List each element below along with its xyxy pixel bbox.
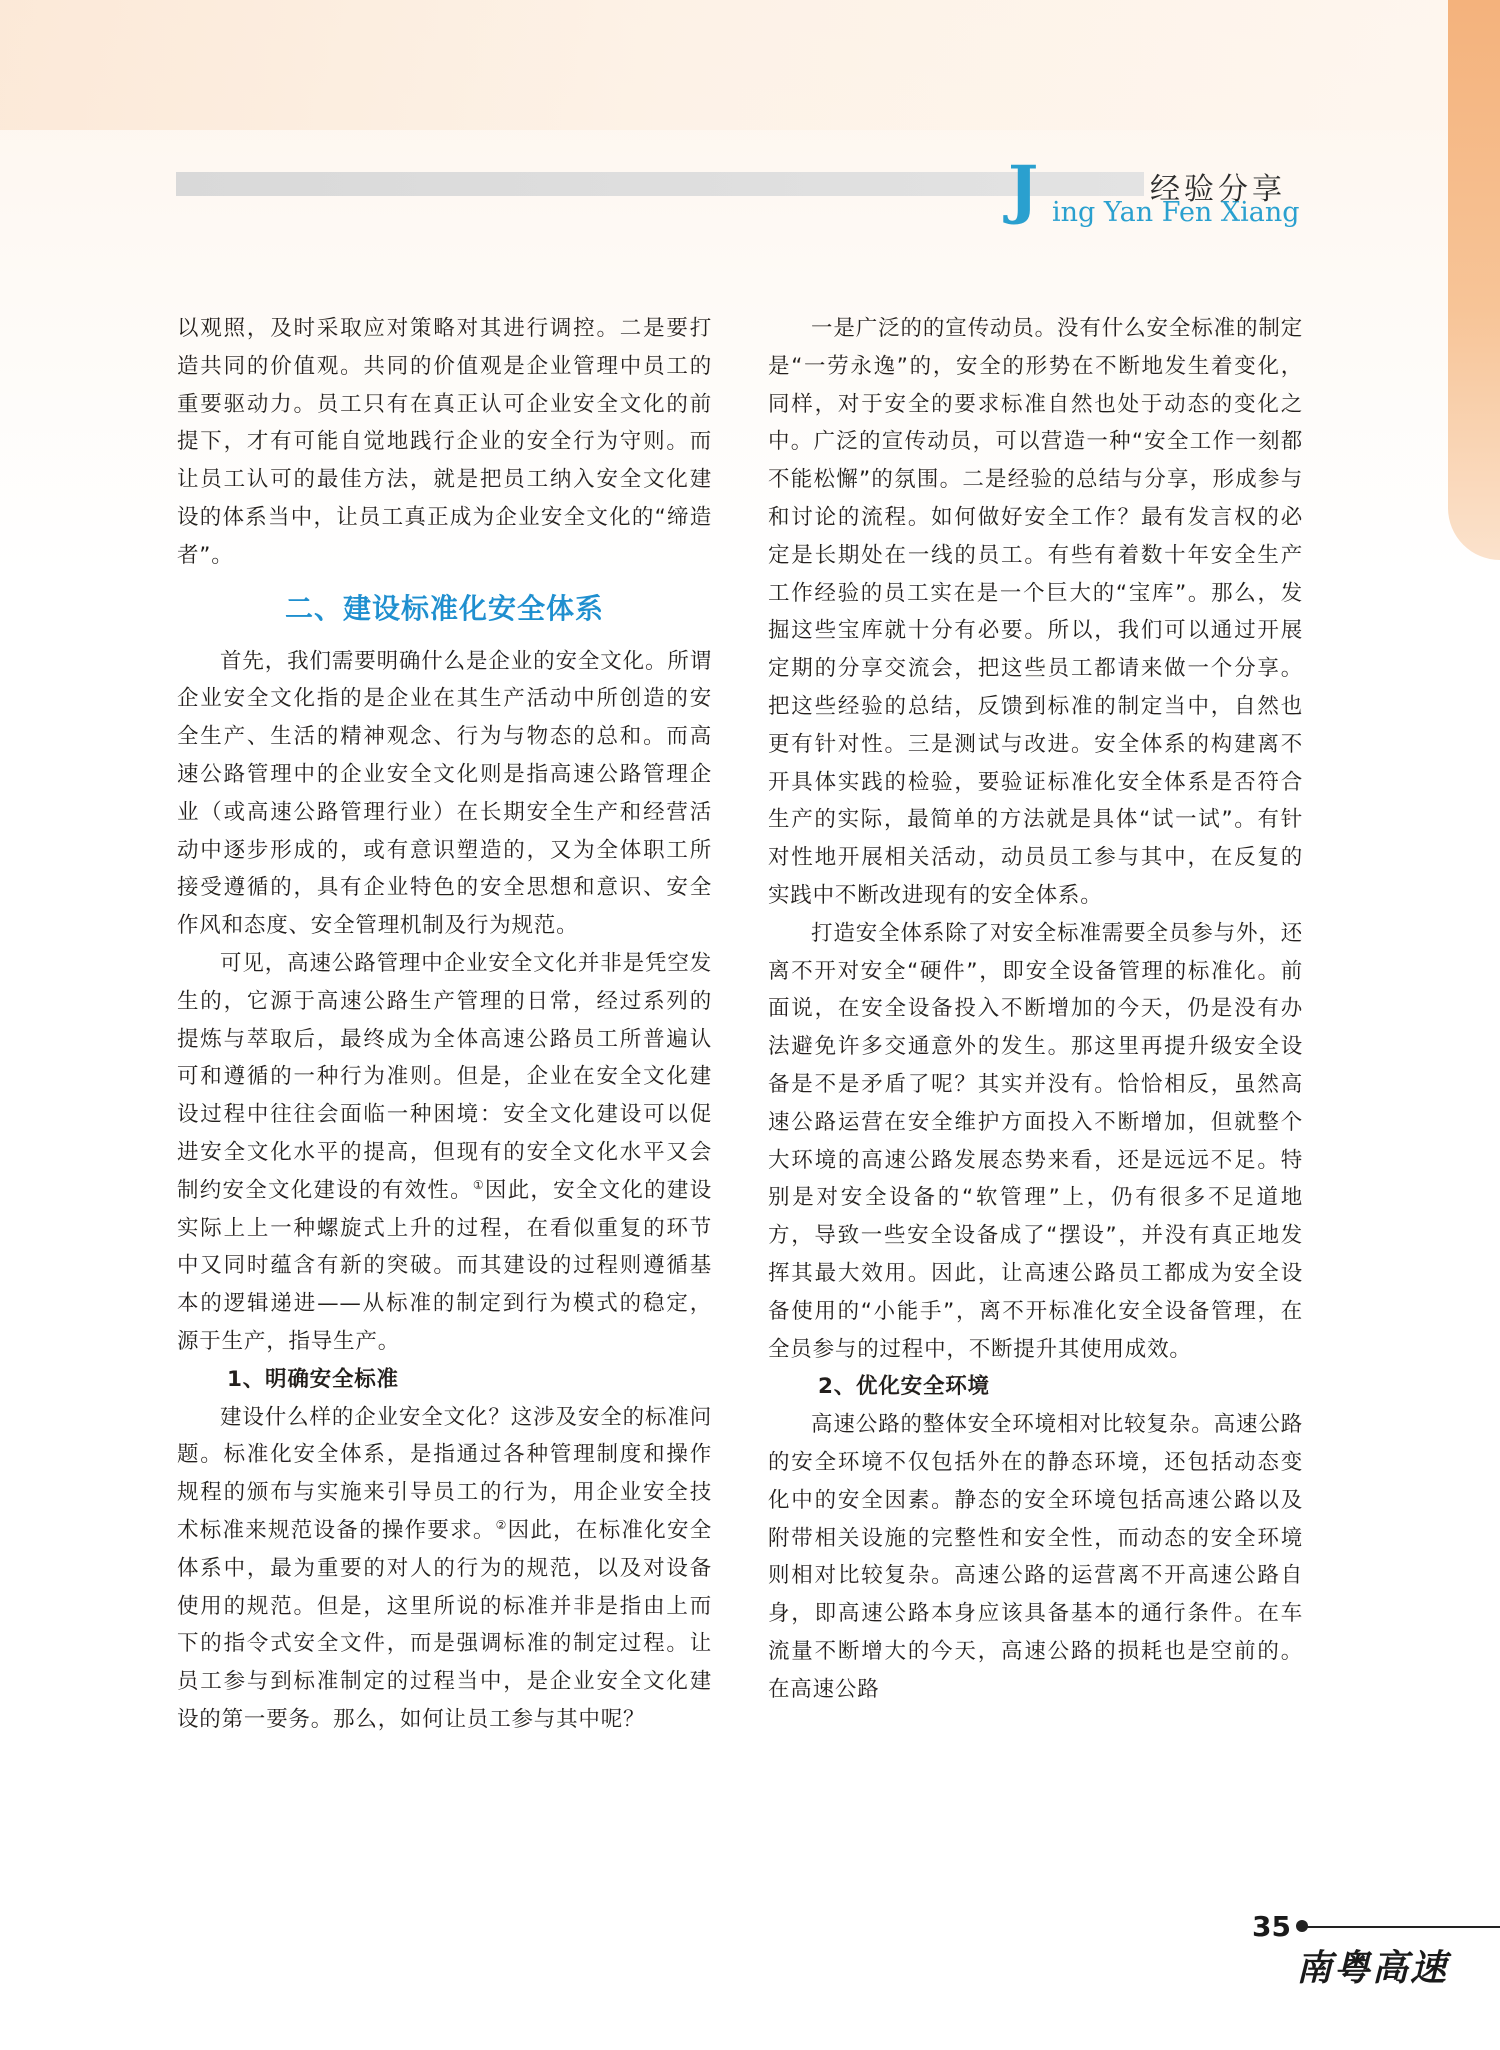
page-number: 35 [1252,1910,1291,1943]
paragraph [177,1399,712,1739]
paragraph: 打造安全体系除了对安全标准需要全员参与外，还离不开对安全“硬件”，即安全设备管理的标准化。前面说，在安全设备投入不断增加的今天，仍是没有办法避免许多交通意外的发生。那这里再提升级安全设备是不是矛盾了呢？其实并没有。恰恰相反，虽然高速公路运营在安全维护方面投入不断增加，但就整个大环境的高速公路发展态势来看，还是远远不足。特别是对安全设备的“软管理”上，仍有很多不足道地方，导致一些安全设备成了“摆设”，并没有真正地发挥其最大效用。因此，让高速公路员工都成为安全设备使用的“小能手”，离不开标准化安全设备管理，在全员参与的过程中，不断提升其使用成效。 [768,920,1303,1362]
magazine-logo: 南粤高速 [1296,1947,1449,1989]
paragraph-text: 因此，安全文化的建设实际上上一种螺旋式上升的过程，在看似重复的环节中又同时蕴含有新的突破。而其建设的过程则遵循基本的逻辑递进——从标准的制定到行为模式的稳定，源于生产，指导生产。 [177,1177,712,1354]
footnote-marker: ② [495,1517,508,1532]
header-rule-bar [176,172,1144,196]
paragraph: 首先，我们需要明确什么是企业的安全文化。所谓企业安全文化指的是企业在其生产活动中所创造的安全生产、生活的精神观念、行为与物态的总和。而高速公路管理中的企业安全文化则是指高速公路管理企业（或高速公路管理行业）在长期安全生产和经营活动中逐步形成的，或有意识塑造的，又为全体职工所接受遵循的，具有企业特色的安全思想和意识、安全作风和态度、安全管理机制及行为规范。 [177,648,712,939]
subsection-heading: 2、优化安全环境 [818,1374,990,1400]
section-title: 经验分享 [1150,172,1286,207]
paragraph [177,945,712,1361]
subsection-heading: 1、明确安全标准 [227,1366,399,1392]
paragraph-text: 建设什么样的企业安全文化？这涉及安全的标准问题。标准化安全体系，是指通过各种管理制度和操作规程的颁布与实施来引导员工的行为，用企业安全技术标准来规范设备的操作要求。 [177,1404,712,1543]
paragraph-text: 可见，高速公路管理中企业安全文化并非是凭空发生的，它源于高速公路生产管理的日常，经过系列的提炼与萃取后，最终成为全体高速公路员工所普遍认可和遵循的一种行为准则。但是，企业在安全文化建设过程中往往会面临一种困境：安全文化建设可以促进安全文化水平的提高，但现有的安全文化水平又会制约安全文化建设的有效性。 [177,950,712,1203]
paragraph: 以观照，及时采取应对策略对其进行调控。二是要打造共同的价值观。共同的价值观是企业管理中员工的重要驱动力。员工只有在真正认可企业安全文化的前提下，才有可能自觉地践行企业的安全行为守则。而让员工认可的最佳方法，就是把员工纳入安全文化建设的体系当中，让员工真正成为企业安全文化的“缔造者”。 [177,316,712,568]
left-column [177,310,712,1739]
section-heading: 二、建设标准化安全体系 [284,591,604,625]
top-background-glow [0,0,1500,130]
paragraph-text: 因此，在标准化安全体系中，最为重要的对人的行为的规范，以及对设备使用的规范。但是，这里所说的标准并非是指由上而下的指令式安全文件，而是强调标准的制定过程。让员工参与到标准制定的过程当中，是企业安全文化建设的第一要务。那么，如何让员工参与其中呢？ [177,1517,713,1732]
paragraph: 一是广泛的的宣传动员。没有什么安全标准的制定是“一劳永逸”的，安全的形势在不断地发生着变化，同样，对于安全的要求标准自然也处于动态的变化之中。广泛的宣传动员，可以营造一种“安全工作一刻都不能松懈”的氛围。二是经验的总结与分享，形成参与和讨论的流程。如何做好安全工作？最有发言权的必定是长期处在一线的员工。有些有着数十年安全生产工作经验的员工实在是一个巨大的“宝库”。那么，发掘这些宝库就十分有必要。所以，我们可以通过开展定期的分享交流会，把这些员工都请来做一个分享。把这些经验的总结，反馈到标准的制定当中，自然也更有针对性。三是测试与改进。安全体系的构建离不开具体实践的检验，要验证标准化安全体系是否符合生产的实际，最简单的方法就是具体“试一试”。有针对性地开展相关活动，动员员工参与其中，在反复的实践中不断改进现有的安全体系。 [768,316,1303,908]
footer-rule [1302,1926,1500,1928]
section-title-pinyin: ing Yan Fen Xiang [1052,197,1300,228]
section-initial-letter: J [1008,152,1039,227]
footnote-marker: ① [472,1177,485,1192]
page-edge-tab [1448,0,1500,560]
paragraph: 高速公路的整体安全环境相对比较复杂。高速公路的安全环境不仅包括外在的静态环境，还包括动态变化中的安全因素。静态的安全环境包括高速公路以及附带相关设施的完整性和安全性，而动态的安全环境则相对比较复杂。高速公路的运营离不开高速公路自身，即高速公路本身应该具备基本的通行条件。在车流量不断增大的今天，高速公路的损耗也是空前的。在高速公路 [768,1412,1303,1702]
right-column [768,310,1303,1708]
